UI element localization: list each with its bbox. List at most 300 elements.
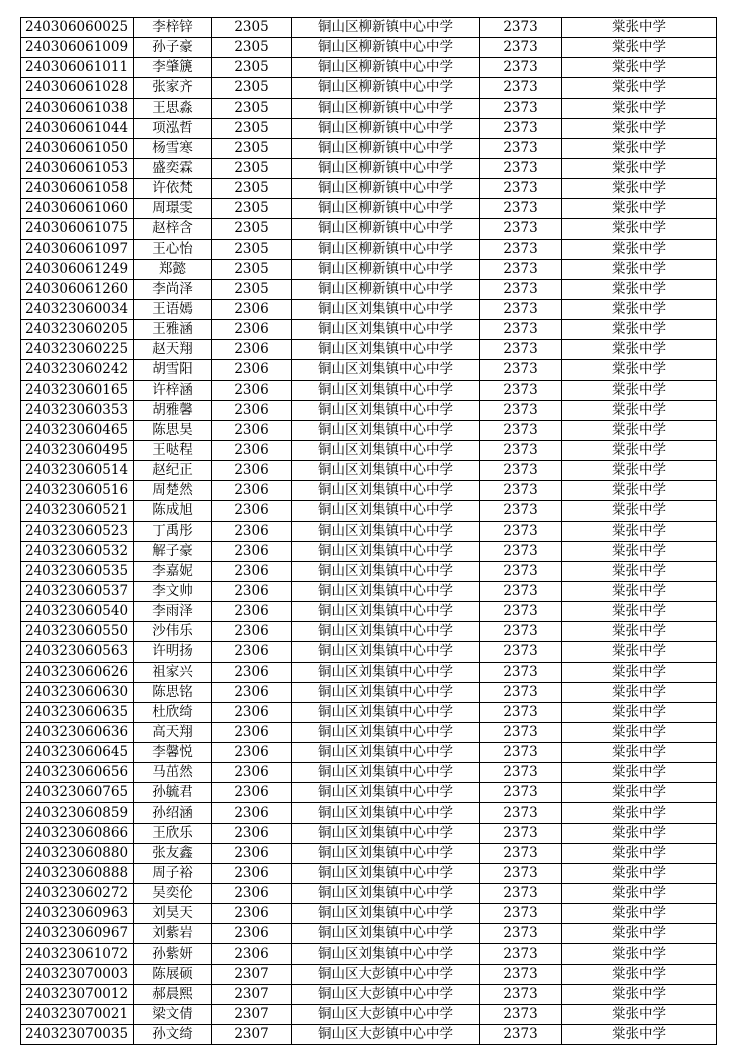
table-row [21,722,717,742]
table-row [21,964,717,984]
exam-id-cell: 240323060630 [21,682,134,702]
school-code-cell: 2373 [480,158,562,178]
school-code-cell: 2373 [480,823,562,843]
table-row [21,481,717,501]
table-row [21,924,717,944]
student-name-cell: 刘昊天 [134,904,212,924]
student-name-cell: 王欣乐 [134,823,212,843]
school-code-cell: 2373 [480,964,562,984]
student-name-cell: 杜欣绮 [134,702,212,722]
school-code-cell: 2373 [480,98,562,118]
school-code-cell: 2373 [480,400,562,420]
table-row [21,863,717,883]
school-code-cell: 2373 [480,320,562,340]
destination-school-cell: 棠张中学 [562,1025,717,1045]
school-code-cell: 2373 [480,481,562,501]
student-name-cell: 王哒程 [134,440,212,460]
destination-school-cell: 棠张中学 [562,984,717,1004]
school-code-cell: 2373 [480,279,562,299]
origin-school-cell: 铜山区刘集镇中心中学 [292,884,480,904]
table-row [21,783,717,803]
table-row [21,642,717,662]
school-code-cell: 2373 [480,299,562,319]
class-code-cell: 2306 [212,843,292,863]
destination-school-cell: 棠张中学 [562,400,717,420]
table-row [21,581,717,601]
destination-school-cell: 棠张中学 [562,964,717,984]
student-name-cell: 李嘉妮 [134,561,212,581]
table-row [21,179,717,199]
class-code-cell: 2306 [212,602,292,622]
student-name-cell: 项泓哲 [134,118,212,138]
table-row [21,461,717,481]
exam-id-cell: 240323060645 [21,743,134,763]
class-code-cell: 2306 [212,803,292,823]
table-row [21,18,717,38]
student-name-cell: 陈展硕 [134,964,212,984]
exam-id-cell: 240323060859 [21,803,134,823]
exam-id-cell: 240323060967 [21,924,134,944]
exam-id-cell: 240323060353 [21,400,134,420]
student-name-cell: 周璟雯 [134,199,212,219]
origin-school-cell: 铜山区柳新镇中心中学 [292,38,480,58]
origin-school-cell: 铜山区刘集镇中心中学 [292,501,480,521]
origin-school-cell: 铜山区刘集镇中心中学 [292,682,480,702]
student-name-cell: 郝晨熙 [134,984,212,1004]
school-code-cell: 2373 [480,38,562,58]
school-code-cell: 2373 [480,541,562,561]
school-code-cell: 2373 [480,118,562,138]
school-code-cell: 2373 [480,783,562,803]
class-code-cell: 2306 [212,662,292,682]
exam-id-cell: 240306060025 [21,18,134,38]
destination-school-cell: 棠张中学 [562,58,717,78]
exam-id-cell: 240306061009 [21,38,134,58]
student-name-cell: 胡雪阳 [134,360,212,380]
destination-school-cell: 棠张中学 [562,98,717,118]
table-row [21,1025,717,1045]
exam-id-cell: 240323070035 [21,1025,134,1045]
school-code-cell: 2373 [480,561,562,581]
student-name-cell: 张家齐 [134,78,212,98]
table-row [21,743,717,763]
class-code-cell: 2306 [212,863,292,883]
destination-school-cell: 棠张中学 [562,541,717,561]
destination-school-cell: 棠张中学 [562,642,717,662]
origin-school-cell: 铜山区刘集镇中心中学 [292,461,480,481]
student-list-table [20,17,717,1045]
student-name-cell: 杨雪寒 [134,138,212,158]
class-code-cell: 2306 [212,501,292,521]
exam-id-cell: 240306061097 [21,239,134,259]
exam-id-cell: 240323060532 [21,541,134,561]
school-code-cell: 2373 [480,360,562,380]
origin-school-cell: 铜山区刘集镇中心中学 [292,541,480,561]
exam-id-cell: 240306061249 [21,259,134,279]
destination-school-cell: 棠张中学 [562,501,717,521]
class-code-cell: 2306 [212,581,292,601]
class-code-cell: 2306 [212,944,292,964]
student-name-cell: 王思淼 [134,98,212,118]
class-code-cell: 2306 [212,461,292,481]
destination-school-cell: 棠张中学 [562,158,717,178]
class-code-cell: 2307 [212,964,292,984]
school-code-cell: 2373 [480,440,562,460]
school-code-cell: 2373 [480,843,562,863]
class-code-cell: 2306 [212,743,292,763]
class-code-cell: 2306 [212,702,292,722]
origin-school-cell: 铜山区刘集镇中心中学 [292,320,480,340]
origin-school-cell: 铜山区刘集镇中心中学 [292,863,480,883]
school-code-cell: 2373 [480,662,562,682]
table-row [21,682,717,702]
table-row [21,1004,717,1024]
origin-school-cell: 铜山区刘集镇中心中学 [292,843,480,863]
origin-school-cell: 铜山区刘集镇中心中学 [292,581,480,601]
exam-id-cell: 240323061072 [21,944,134,964]
table-row [21,58,717,78]
origin-school-cell: 铜山区柳新镇中心中学 [292,279,480,299]
class-code-cell: 2306 [212,420,292,440]
origin-school-cell: 铜山区大彭镇中心中学 [292,1025,480,1045]
class-code-cell: 2306 [212,682,292,702]
student-name-cell: 赵梓含 [134,219,212,239]
table-row [21,622,717,642]
table-row [21,884,717,904]
student-name-cell: 陈思铭 [134,682,212,702]
destination-school-cell: 棠张中学 [562,662,717,682]
class-code-cell: 2307 [212,1004,292,1024]
class-code-cell: 2305 [212,199,292,219]
school-code-cell: 2373 [480,944,562,964]
school-code-cell: 2373 [480,461,562,481]
table-row [21,984,717,1004]
class-code-cell: 2306 [212,783,292,803]
origin-school-cell: 铜山区刘集镇中心中学 [292,400,480,420]
destination-school-cell: 棠张中学 [562,722,717,742]
exam-id-cell: 240323060034 [21,299,134,319]
class-code-cell: 2306 [212,320,292,340]
exam-id-cell: 240323060550 [21,622,134,642]
table-row [21,400,717,420]
exam-id-cell: 240306061011 [21,58,134,78]
destination-school-cell: 棠张中学 [562,118,717,138]
student-name-cell: 王雅涵 [134,320,212,340]
origin-school-cell: 铜山区柳新镇中心中学 [292,259,480,279]
school-code-cell: 2373 [480,863,562,883]
school-code-cell: 2373 [480,743,562,763]
destination-school-cell: 棠张中学 [562,259,717,279]
destination-school-cell: 棠张中学 [562,78,717,98]
school-code-cell: 2373 [480,904,562,924]
student-name-cell: 李尚泽 [134,279,212,299]
table-row [21,219,717,239]
school-code-cell: 2373 [480,924,562,944]
destination-school-cell: 棠张中学 [562,1004,717,1024]
school-code-cell: 2373 [480,642,562,662]
destination-school-cell: 棠张中学 [562,38,717,58]
school-code-cell: 2373 [480,763,562,783]
origin-school-cell: 铜山区大彭镇中心中学 [292,964,480,984]
student-name-cell: 孙紫妍 [134,944,212,964]
origin-school-cell: 铜山区刘集镇中心中学 [292,561,480,581]
class-code-cell: 2305 [212,158,292,178]
origin-school-cell: 铜山区刘集镇中心中学 [292,360,480,380]
class-code-cell: 2306 [212,299,292,319]
student-name-cell: 张友鑫 [134,843,212,863]
table-row [21,823,717,843]
exam-id-cell: 240323060866 [21,823,134,843]
class-code-cell: 2306 [212,521,292,541]
origin-school-cell: 铜山区刘集镇中心中学 [292,702,480,722]
table-row [21,239,717,259]
exam-id-cell: 240323060521 [21,501,134,521]
school-code-cell: 2373 [480,179,562,199]
table-row [21,602,717,622]
origin-school-cell: 铜山区大彭镇中心中学 [292,984,480,1004]
school-code-cell: 2373 [480,1025,562,1045]
origin-school-cell: 铜山区刘集镇中心中学 [292,642,480,662]
school-code-cell: 2373 [480,722,562,742]
exam-id-cell: 240323060888 [21,863,134,883]
destination-school-cell: 棠张中学 [562,360,717,380]
destination-school-cell: 棠张中学 [562,279,717,299]
origin-school-cell: 铜山区柳新镇中心中学 [292,78,480,98]
table-row [21,521,717,541]
class-code-cell: 2305 [212,138,292,158]
class-code-cell: 2305 [212,219,292,239]
table-row [21,440,717,460]
exam-id-cell: 240323060272 [21,884,134,904]
class-code-cell: 2305 [212,18,292,38]
school-code-cell: 2373 [480,58,562,78]
student-name-cell: 孙子豪 [134,38,212,58]
table-row [21,158,717,178]
student-name-cell: 解子豪 [134,541,212,561]
class-code-cell: 2306 [212,904,292,924]
destination-school-cell: 棠张中学 [562,944,717,964]
school-code-cell: 2373 [480,622,562,642]
exam-id-cell: 240323060516 [21,481,134,501]
origin-school-cell: 铜山区柳新镇中心中学 [292,158,480,178]
class-code-cell: 2307 [212,1025,292,1045]
student-name-cell: 李文帅 [134,581,212,601]
table-row [21,360,717,380]
class-code-cell: 2306 [212,722,292,742]
class-code-cell: 2305 [212,98,292,118]
origin-school-cell: 铜山区柳新镇中心中学 [292,179,480,199]
exam-id-cell: 240323060626 [21,662,134,682]
destination-school-cell: 棠张中学 [562,823,717,843]
class-code-cell: 2306 [212,440,292,460]
exam-id-cell: 240323060537 [21,581,134,601]
student-name-cell: 孙绍涵 [134,803,212,823]
exam-id-cell: 240323060205 [21,320,134,340]
student-name-cell: 沙伟乐 [134,622,212,642]
student-name-cell: 许梓涵 [134,380,212,400]
origin-school-cell: 铜山区刘集镇中心中学 [292,299,480,319]
exam-id-cell: 240323060563 [21,642,134,662]
exam-id-cell: 240306061060 [21,199,134,219]
destination-school-cell: 棠张中学 [562,481,717,501]
destination-school-cell: 棠张中学 [562,138,717,158]
student-name-cell: 许依梵 [134,179,212,199]
destination-school-cell: 棠张中学 [562,219,717,239]
destination-school-cell: 棠张中学 [562,239,717,259]
destination-school-cell: 棠张中学 [562,179,717,199]
class-code-cell: 2306 [212,481,292,501]
destination-school-cell: 棠张中学 [562,581,717,601]
student-name-cell: 祖家兴 [134,662,212,682]
student-name-cell: 陈成旭 [134,501,212,521]
exam-id-cell: 240306061053 [21,158,134,178]
exam-id-cell: 240323060636 [21,722,134,742]
class-code-cell: 2306 [212,400,292,420]
exam-id-cell: 240306061058 [21,179,134,199]
origin-school-cell: 铜山区大彭镇中心中学 [292,1004,480,1024]
table-row [21,199,717,219]
destination-school-cell: 棠张中学 [562,763,717,783]
destination-school-cell: 棠张中学 [562,743,717,763]
exam-id-cell: 240323060523 [21,521,134,541]
origin-school-cell: 铜山区柳新镇中心中学 [292,58,480,78]
school-code-cell: 2373 [480,521,562,541]
origin-school-cell: 铜山区刘集镇中心中学 [292,944,480,964]
school-code-cell: 2373 [480,803,562,823]
table-row [21,662,717,682]
origin-school-cell: 铜山区刘集镇中心中学 [292,440,480,460]
school-code-cell: 2373 [480,1004,562,1024]
student-name-cell: 孙毓君 [134,783,212,803]
student-name-cell: 赵天翔 [134,340,212,360]
class-code-cell: 2305 [212,239,292,259]
destination-school-cell: 棠张中学 [562,380,717,400]
table-row [21,340,717,360]
destination-school-cell: 棠张中学 [562,904,717,924]
class-code-cell: 2305 [212,58,292,78]
school-code-cell: 2373 [480,259,562,279]
student-name-cell: 周子裕 [134,863,212,883]
origin-school-cell: 铜山区刘集镇中心中学 [292,340,480,360]
student-name-cell: 马茁然 [134,763,212,783]
school-code-cell: 2373 [480,239,562,259]
exam-id-cell: 240323060963 [21,904,134,924]
student-name-cell: 吴奕伦 [134,884,212,904]
student-name-cell: 李馨悦 [134,743,212,763]
origin-school-cell: 铜山区柳新镇中心中学 [292,138,480,158]
table-row [21,380,717,400]
origin-school-cell: 铜山区刘集镇中心中学 [292,743,480,763]
destination-school-cell: 棠张中学 [562,924,717,944]
class-code-cell: 2305 [212,179,292,199]
origin-school-cell: 铜山区柳新镇中心中学 [292,118,480,138]
exam-id-cell: 240323060535 [21,561,134,581]
destination-school-cell: 棠张中学 [562,440,717,460]
class-code-cell: 2306 [212,340,292,360]
class-code-cell: 2306 [212,622,292,642]
school-code-cell: 2373 [480,18,562,38]
destination-school-cell: 棠张中学 [562,803,717,823]
destination-school-cell: 棠张中学 [562,702,717,722]
school-code-cell: 2373 [480,682,562,702]
origin-school-cell: 铜山区刘集镇中心中学 [292,823,480,843]
exam-id-cell: 240306061028 [21,78,134,98]
class-code-cell: 2305 [212,279,292,299]
table-row [21,118,717,138]
origin-school-cell: 铜山区刘集镇中心中学 [292,521,480,541]
table-row [21,904,717,924]
student-name-cell: 许明扬 [134,642,212,662]
table-row [21,501,717,521]
destination-school-cell: 棠张中学 [562,622,717,642]
class-code-cell: 2306 [212,380,292,400]
table-row [21,279,717,299]
table-row [21,702,717,722]
origin-school-cell: 铜山区刘集镇中心中学 [292,481,480,501]
origin-school-cell: 铜山区柳新镇中心中学 [292,219,480,239]
class-code-cell: 2306 [212,924,292,944]
student-name-cell: 高天翔 [134,722,212,742]
destination-school-cell: 棠张中学 [562,18,717,38]
class-code-cell: 2306 [212,763,292,783]
destination-school-cell: 棠张中学 [562,461,717,481]
student-name-cell: 陈思昊 [134,420,212,440]
school-code-cell: 2373 [480,138,562,158]
school-code-cell: 2373 [480,380,562,400]
school-code-cell: 2373 [480,984,562,1004]
destination-school-cell: 棠张中学 [562,843,717,863]
table-row [21,843,717,863]
school-code-cell: 2373 [480,219,562,239]
school-code-cell: 2373 [480,602,562,622]
table-row [21,944,717,964]
origin-school-cell: 铜山区刘集镇中心中学 [292,602,480,622]
table-row [21,38,717,58]
exam-id-cell: 240323060225 [21,340,134,360]
table-row [21,541,717,561]
destination-school-cell: 棠张中学 [562,299,717,319]
origin-school-cell: 铜山区柳新镇中心中学 [292,239,480,259]
table-row [21,420,717,440]
table-row [21,803,717,823]
student-name-cell: 李雨泽 [134,602,212,622]
exam-id-cell: 240323070021 [21,1004,134,1024]
origin-school-cell: 铜山区刘集镇中心中学 [292,662,480,682]
student-name-cell: 孙文绮 [134,1025,212,1045]
table-row [21,561,717,581]
table-row [21,763,717,783]
student-name-cell: 丁禹彤 [134,521,212,541]
origin-school-cell: 铜山区刘集镇中心中学 [292,380,480,400]
exam-id-cell: 240306061044 [21,118,134,138]
origin-school-cell: 铜山区刘集镇中心中学 [292,420,480,440]
destination-school-cell: 棠张中学 [562,863,717,883]
exam-id-cell: 240323070003 [21,964,134,984]
student-name-cell: 刘紫岩 [134,924,212,944]
exam-id-cell: 240323060495 [21,440,134,460]
destination-school-cell: 棠张中学 [562,884,717,904]
exam-id-cell: 240323070012 [21,984,134,1004]
exam-id-cell: 240323060465 [21,420,134,440]
exam-id-cell: 240306061050 [21,138,134,158]
origin-school-cell: 铜山区刘集镇中心中学 [292,904,480,924]
class-code-cell: 2305 [212,118,292,138]
exam-id-cell: 240306061075 [21,219,134,239]
class-code-cell: 2306 [212,884,292,904]
school-code-cell: 2373 [480,78,562,98]
class-code-cell: 2307 [212,984,292,1004]
origin-school-cell: 铜山区刘集镇中心中学 [292,622,480,642]
